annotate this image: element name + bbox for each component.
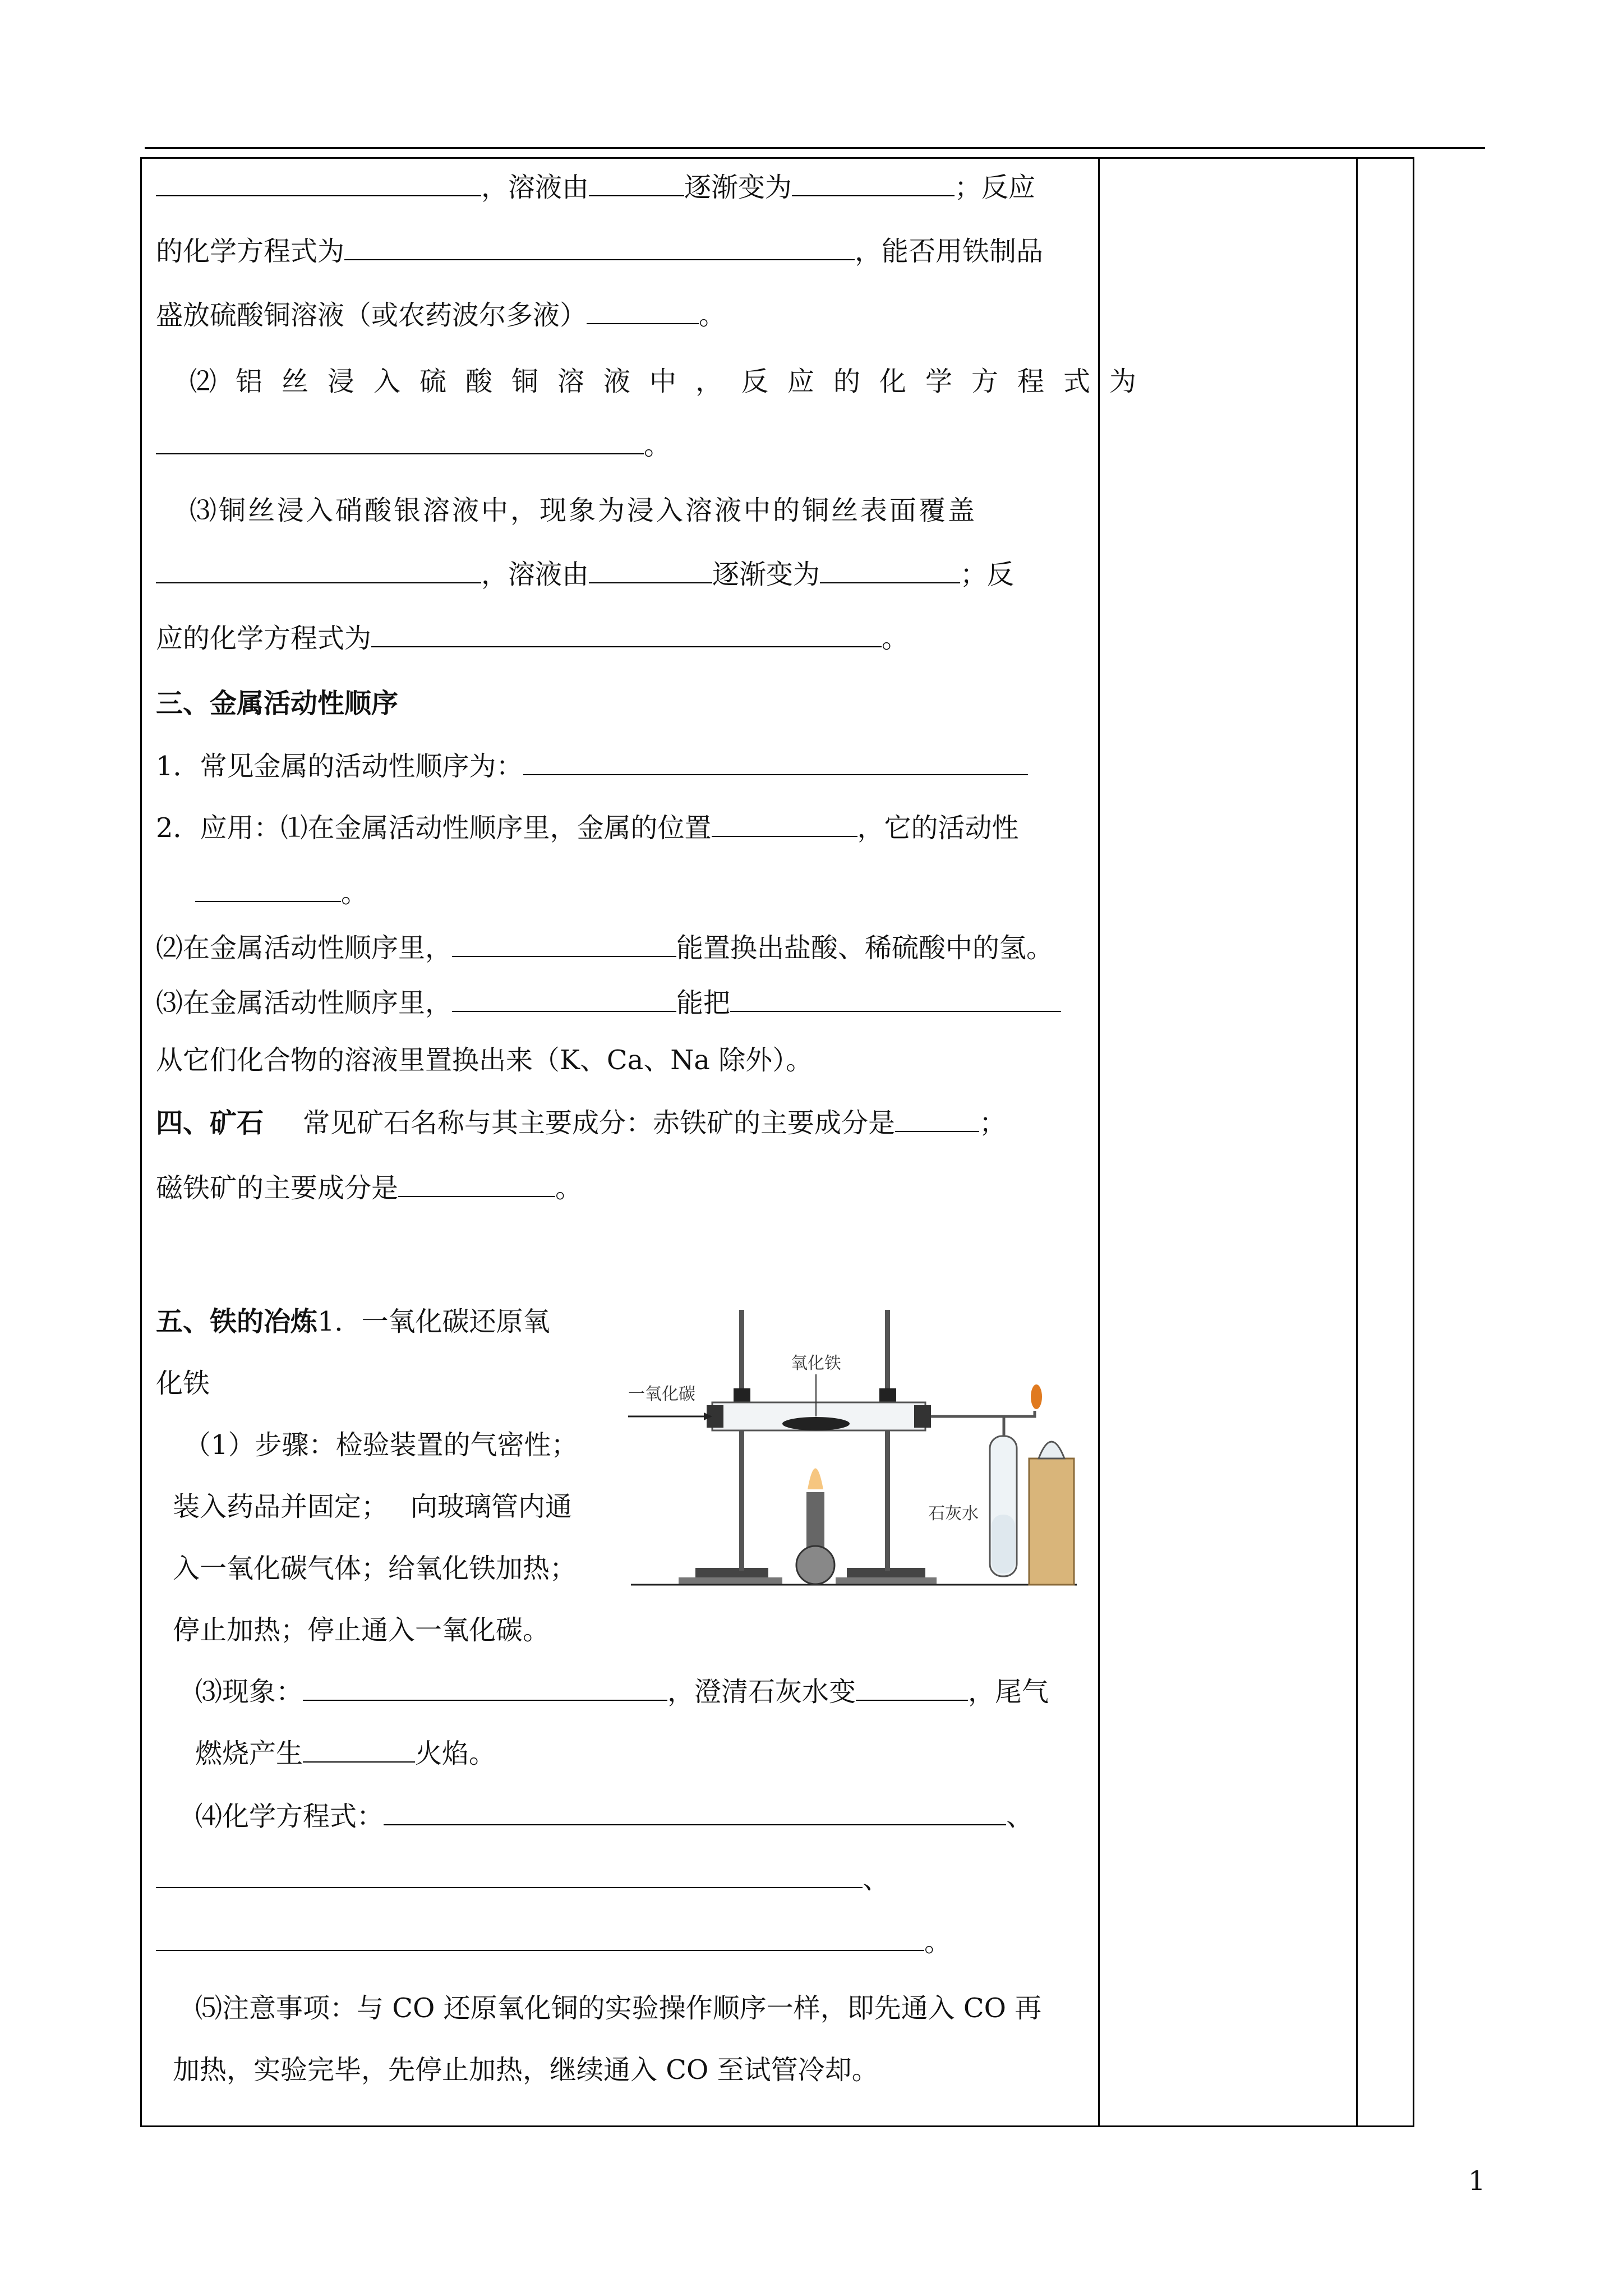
text: 逐渐变为 bbox=[712, 559, 820, 590]
line-16 bbox=[156, 1171, 582, 1205]
text: ，能否用铁制品 bbox=[855, 236, 1044, 267]
answer-blank[interactable] bbox=[587, 298, 699, 324]
tube-stopper-right bbox=[914, 1405, 931, 1428]
stand-pole-right bbox=[885, 1310, 890, 1571]
line-29 bbox=[156, 2053, 879, 2087]
answer-blank[interactable] bbox=[156, 429, 644, 454]
table-column-divider-2 bbox=[1356, 157, 1358, 2127]
answer-blank[interactable] bbox=[895, 1106, 979, 1132]
answer-blank[interactable] bbox=[371, 622, 882, 647]
answer-blank[interactable] bbox=[303, 1737, 415, 1763]
line-3 bbox=[156, 298, 726, 332]
text: ，溶液由 bbox=[481, 559, 589, 590]
text: 化铁 bbox=[156, 1368, 210, 1399]
text: ，澄清石灰水变 bbox=[667, 1676, 856, 1708]
line-13 bbox=[156, 986, 1061, 1020]
answer-blank[interactable] bbox=[384, 1800, 1006, 1825]
text: 装入药品并固定； bbox=[173, 1491, 389, 1522]
header-rule bbox=[145, 147, 1485, 149]
answer-blank[interactable] bbox=[712, 811, 857, 837]
answer-blank[interactable] bbox=[589, 558, 712, 583]
line-2 bbox=[156, 234, 1043, 268]
text: 、 bbox=[863, 1864, 890, 1895]
label-limewater: 石灰水 bbox=[928, 1504, 979, 1524]
text: 1．常见金属的活动性顺序为： bbox=[156, 751, 523, 782]
label-fe2o3: 氧化铁 bbox=[791, 1354, 841, 1373]
wood-block bbox=[1029, 1458, 1074, 1585]
lime-water bbox=[992, 1515, 1015, 1573]
text: ⑷化学方程式： bbox=[195, 1801, 384, 1832]
text: 向玻璃管内通 bbox=[411, 1491, 573, 1522]
text: ；反 bbox=[960, 559, 1015, 590]
table-column-divider-1 bbox=[1098, 157, 1100, 2127]
burner-stem bbox=[806, 1492, 824, 1554]
text: 2．应用：⑴在金属活动性顺序里，金属的位置 bbox=[156, 812, 712, 844]
text: ；反应 bbox=[955, 172, 1036, 203]
line-24 bbox=[156, 1737, 496, 1770]
answer-blank[interactable] bbox=[398, 1171, 555, 1197]
answer-blank[interactable] bbox=[156, 558, 481, 583]
text: 的化学方程式为 bbox=[156, 236, 345, 267]
answer-blank[interactable] bbox=[792, 171, 955, 196]
line-6 bbox=[156, 494, 977, 527]
exhaust-tube bbox=[1004, 1411, 1035, 1416]
line-5 bbox=[156, 429, 671, 462]
line-4 bbox=[156, 365, 1156, 398]
text: 能置换出盐酸、稀硫酸中的氢。 bbox=[676, 932, 1054, 964]
stand-base-left-foot bbox=[679, 1577, 782, 1584]
answer-blank[interactable] bbox=[156, 1925, 924, 1951]
text: 。 bbox=[924, 1926, 952, 1958]
answer-blank[interactable] bbox=[452, 931, 676, 957]
line-11 bbox=[156, 876, 368, 910]
iron-oxide-powder bbox=[782, 1417, 850, 1430]
line-8 bbox=[156, 622, 909, 655]
text: 磁铁矿的主要成分是 bbox=[156, 1172, 399, 1204]
line-19 bbox=[156, 1428, 578, 1462]
line-20 bbox=[156, 1490, 572, 1524]
answer-blank[interactable] bbox=[452, 986, 676, 1012]
line-26 bbox=[156, 1862, 889, 1896]
line-18 bbox=[156, 1366, 210, 1400]
line-12 bbox=[156, 931, 1053, 965]
text: 停止加热；停止通入一氧化碳。 bbox=[173, 1614, 550, 1646]
stand-base-right-foot bbox=[836, 1577, 937, 1584]
answer-blank[interactable] bbox=[303, 1675, 667, 1701]
text: 燃烧产生 bbox=[195, 1738, 303, 1769]
text: 常见矿石名称与其主要成分：赤铁矿的主要成分是 bbox=[303, 1107, 896, 1139]
text: ，它的活动性 bbox=[857, 812, 1019, 844]
section-heading-4: 四、矿石 bbox=[156, 1107, 264, 1139]
line-14 bbox=[156, 1043, 813, 1077]
answer-blank[interactable] bbox=[730, 986, 1061, 1012]
text: ⑶铜丝浸入硝酸银溶液中，现象为浸入溶液中的铜丝表面覆盖 bbox=[190, 495, 978, 526]
answer-blank[interactable] bbox=[820, 558, 960, 583]
line-17 bbox=[156, 1305, 550, 1338]
line-9 bbox=[156, 749, 1028, 783]
text: ⑶在金属活动性顺序里， bbox=[156, 987, 453, 1019]
line-27 bbox=[156, 1925, 951, 1959]
text: 火焰。 bbox=[415, 1738, 496, 1769]
text: 、 bbox=[1006, 1801, 1034, 1832]
text: 。 bbox=[882, 623, 909, 654]
text: 从它们化合物的溶液里置换出来（K、Ca、Na 除外）。 bbox=[156, 1045, 813, 1076]
text: 加热，实验完毕，先停止加热，继续通入 CO 至试管冷却。 bbox=[173, 2054, 879, 2086]
text: 入一氧化碳气体；给氧化铁加热； bbox=[173, 1553, 577, 1584]
section-heading-5: 五、铁的冶炼 bbox=[156, 1306, 318, 1337]
answer-blank[interactable] bbox=[156, 171, 481, 196]
text: 。 bbox=[644, 430, 671, 461]
answer-blank[interactable] bbox=[856, 1675, 968, 1701]
burner-flame bbox=[808, 1469, 823, 1490]
answer-blank[interactable] bbox=[523, 749, 1028, 775]
line-23 bbox=[156, 1675, 1049, 1709]
line-15 bbox=[156, 1106, 1006, 1140]
text: 。 bbox=[555, 1172, 583, 1204]
line-28 bbox=[156, 1991, 1041, 2025]
answer-blank[interactable] bbox=[195, 876, 341, 902]
alcohol-lamp bbox=[1039, 1442, 1064, 1458]
line-1 bbox=[156, 171, 1035, 204]
text: 三、金属活动性顺序 bbox=[156, 688, 399, 719]
text: ⑶现象： bbox=[195, 1676, 303, 1708]
text: ； bbox=[979, 1107, 1007, 1139]
text: ，溶液由 bbox=[481, 172, 589, 203]
text: 。 bbox=[341, 877, 368, 909]
text: 逐渐变为 bbox=[684, 172, 792, 203]
answer-blank[interactable] bbox=[156, 1862, 863, 1888]
stand-pole-left bbox=[739, 1310, 744, 1571]
label-co: 一氧化碳 bbox=[628, 1384, 695, 1404]
text: ⑵在金属活动性顺序里， bbox=[156, 932, 453, 964]
text: （1）步骤：检验装置的气密性； bbox=[184, 1429, 578, 1461]
text: 。 bbox=[699, 300, 726, 331]
burner-base bbox=[796, 1546, 834, 1584]
section-heading-3 bbox=[156, 687, 398, 720]
text: ⑵铝丝浸入硫酸铜溶液中，反应的化学方程式为 bbox=[190, 366, 1156, 397]
text: ⑸注意事项：与 CO 还原氧化铜的实验操作顺序一样，即先通入 CO 再 bbox=[195, 1993, 1042, 2024]
page-number: 1 bbox=[1468, 2165, 1486, 2197]
line-7 bbox=[156, 558, 1014, 591]
line-10 bbox=[156, 811, 1019, 845]
line-25 bbox=[156, 1800, 1033, 1833]
answer-blank[interactable] bbox=[344, 234, 855, 260]
text: 应的化学方程式为 bbox=[156, 623, 372, 654]
answer-blank[interactable] bbox=[589, 171, 684, 196]
co-reduction-apparatus-figure bbox=[623, 1290, 1082, 1599]
exhaust-flame bbox=[1031, 1384, 1042, 1409]
text: 能把 bbox=[676, 987, 731, 1019]
text: 1．一氧化碳还原氧 bbox=[317, 1306, 550, 1337]
line-21 bbox=[156, 1552, 577, 1585]
text: ，尾气 bbox=[968, 1676, 1049, 1708]
line-22 bbox=[156, 1613, 550, 1647]
text: 盛放硫酸铜溶液（或农药波尔多液） bbox=[156, 300, 587, 331]
